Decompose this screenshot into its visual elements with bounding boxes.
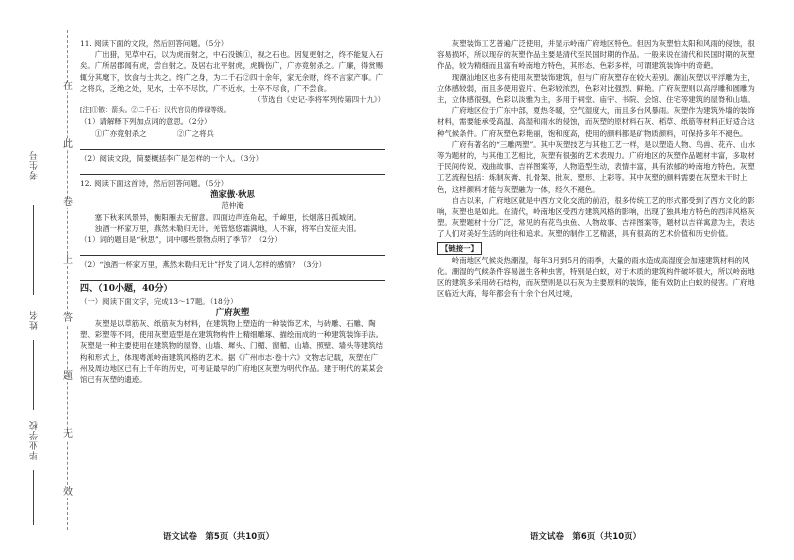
q11-sub2: （2）阅读文段，简要概括李广是怎样的一个人。（3分）	[80, 153, 264, 163]
left-content	[80, 38, 385, 385]
cut-char: 答	[63, 313, 73, 324]
article-title: 广府灰塑	[215, 306, 250, 317]
cut-char: 上	[63, 255, 73, 266]
cut-char: 在	[63, 81, 73, 92]
q12-sub2: （2）“浊酒一杯家万里，燕然未勒归无计”抒发了词人怎样的感情？（3分）	[80, 260, 327, 270]
answer-line[interactable]	[80, 166, 385, 175]
q11-sub1-items	[80, 128, 385, 139]
answer-line[interactable]	[80, 272, 385, 281]
question-12-title: 12. 阅读下面这首诗，然后回答问题。（5分）	[80, 179, 229, 189]
q12-sub1: （1）词的题目是“秋思”，词中哪些景物点明了季节？（2分）	[80, 235, 282, 245]
poem-line-2: 浊酒一杯家万里，燕然未勒归无计。羌管悠悠霜满地，人不寐，将军白发征夫泪。	[94, 223, 361, 233]
q11-item-a: ①广亦竟射杀之	[94, 128, 147, 138]
binding-margin	[0, 0, 64, 560]
cut-char: 卷	[63, 197, 73, 208]
cut-char: 效	[63, 487, 73, 498]
school-line	[33, 470, 34, 525]
answer-line[interactable]	[80, 141, 385, 150]
page-footer: 语文试卷 第6页（共10页）	[529, 532, 642, 542]
q11-source: （节选自《史记·李将军列传第四十九》）	[253, 95, 385, 105]
right-page	[397, 0, 794, 560]
section-4-heading: 四、（10小题，40分）	[80, 284, 173, 295]
section-4-sub: （一）阅读下面文字，完成13～17题。（18分）	[80, 296, 238, 306]
name-label: 姓名	[30, 310, 40, 330]
article-paragraph: 自古以来，广府地区就是中西方文化交流的前沿，很多传统工艺的形式都受到了西方文化的影响，灰塑也是如此。在清代，岭南地区受西方建筑风格的影响，出现了独具地方特色的西洋风格灰塑。灰塑题材十分广泛，常见的有花鸟虫鱼、人物故事、吉祥图案等，题材以吉祥寓意为主，表达了人们对美好生活的向往和追求。灰塑的制作工艺精湛，具有很高的艺术价值和历史价值。	[437, 195, 755, 239]
article-paragraph: 广府地区位于广东中部，夏热冬暖，空气湿度大，而且多台风暴雨。灰塑作为建筑外墙的装饰材料，需要能承受高温、高湿和雨水的侵蚀，而灰塑的原材料石灰、稻草、纸筋等材料正好适合这种气候条件。广府灰塑色彩艳丽，饱和度高，使用的颜料都是矿物质颜料，可保持多年不褪色。	[437, 106, 755, 138]
q11-passage: 广出猎，见草中石，以为虎而射之，中石没镞①，视之石也。因复更射之，终不能复入石矣。广所居郡闻有虎，尝自射之。及居右北平射虎，虎腾伤广，广亦竟射杀之。广廉，得赏赐辄分其麾下，饮食与士共之。终广之身，为二千石②四十余年，家无余财，终不言家产事。广之将兵，乏绝之处，见水，士卒不尽饮，广不近水，士卒不尽食，广不尝食。	[80, 50, 384, 93]
page-footer: 语文试卷 第5页（共10页）	[162, 532, 275, 542]
link-section	[437, 242, 757, 255]
article-paragraph: 现潮汕地区也多有使用灰塑装饰建筑，但与广府灰塑存在较大差别。潮汕灰塑以平浮雕为主，立体感较弱，而且多使用瓷片、色彩较浓烈，色彩对比强烈、鲜艳。广府灰塑则以高浮雕和圆雕为主，立体感很强，色彩以淡雅为主，多用于祠堂、庙宇、书院、会馆、住宅等建筑的屋脊和山墙。	[437, 72, 755, 105]
article-paragraph: 灰塑是以草筋灰、纸筋灰为材料，在建筑物上塑造的一种装饰艺术，与砖雕、石雕、陶塑、彩塑等不同，使用灰塑造型是在建筑物构件上精细雕琢、描绘而成的一种建筑装饰手法。灰塑是一种主要使用在建筑物的屋脊、山墙、墀头、门楣、窗楣、山墙、照壁、墙头等建筑结构和形式上，体现粤派岭南建筑风格的艺术。据《广州市志·卷十六》文物志记载，灰塑在广州及周边地区已有上千年的历史，可考证最早的广府地区灰塑为明代作品。建于明代的某某会馆已有灰塑的遗迹。	[80, 319, 384, 385]
question-11-title: 11. 阅读下面的文段，然后回答问题。（5分）	[80, 39, 229, 48]
cut-line	[67, 30, 68, 530]
name-line	[33, 340, 34, 410]
cut-char: 此	[63, 139, 73, 150]
link-paragraph: 岭南地区气候炎热潮湿，每年3月到5月的雨季，大量的雨水造成高湿度会加速建筑材料的风化。潮湿的气候条件容易滋生各种虫害，特别是白蚁，对于木质的建筑构件破坏很大，所以岭南地区的建筑多采用砖石结构，而灰塑则是以石灰为主要原料的装饰，能有效防止白蚁的侵害。广府地区临近大海，每年都会有十余个台风过境，	[437, 255, 755, 299]
poem-title: 渔家傲·秋思	[210, 189, 255, 200]
cut-char: 题	[63, 371, 73, 382]
exam-number-label: 考生号	[30, 150, 40, 180]
exam-number-line	[33, 205, 34, 295]
poem-author: 范仲淹	[221, 201, 244, 211]
q11-notes: [注]①镞：箭头。②二千石：汉代官员的俸禄等级。	[80, 106, 231, 115]
article-paragraph: 广府有著名的“三雕两塑”。其中灰塑技艺与其他工艺一样，是以塑造人物、鸟兽、花卉、山水等为题材的，与其他工艺相比，灰塑有很强的艺术表现力。广府地区的灰塑作品题材丰富，多取材于民间传说、戏曲故事、吉祥图案等，人物造型生动，表情丰富，具有浓郁的岭南地方特色。灰塑工艺流程包括：炼制灰膏、扎骨架、批灰、塑形、上彩等。其中灰塑的颜料需要在灰塑未干时上色，这样颜料才能与灰塑融为一体，经久不褪色。	[437, 139, 755, 194]
answer-line[interactable]	[80, 247, 385, 256]
poem-line-1: 塞下秋来风景异，衡阳雁去无留意。四面边声连角起，千嶂里，长烟落日孤城闭。	[94, 212, 361, 222]
q11-sub1: （1）请解释下列加点词的意思。（2分）	[80, 117, 212, 127]
right-content	[437, 38, 757, 300]
q11-item-b: ②广之将兵	[176, 128, 214, 138]
article-paragraph: 灰塑装饰工艺普遍广泛使用，并显示岭南广府地区特色。但因为灰塑怕太阳和风雨的侵蚀，很容易损坏，所以现存的灰塑作品主要是清代至民国时期的作品。一般来说在清代和民国时期的灰塑作品，较为精细而且富有岭南地方特色，其形态、色彩多样，可谓建筑装饰中的奇葩。	[437, 39, 755, 71]
cut-char: 无	[63, 429, 73, 440]
school-label: 毕业学校	[30, 420, 40, 460]
link-label: 【链接一】	[437, 242, 482, 255]
